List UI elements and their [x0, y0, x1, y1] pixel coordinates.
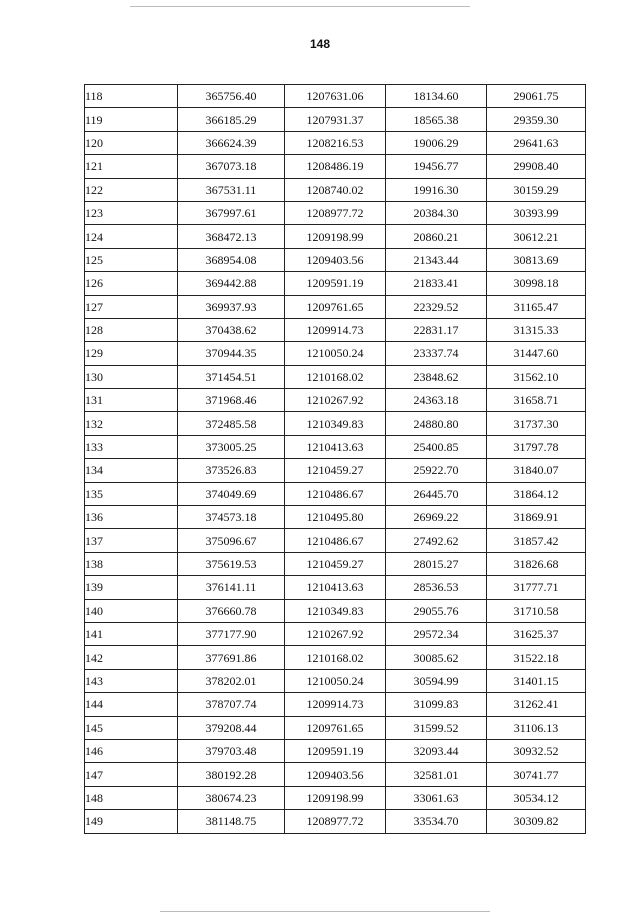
value-cell-col3: 19916.30: [386, 178, 487, 201]
value-cell-col3: 25922.70: [386, 459, 487, 482]
value-cell-col1: 369442.88: [178, 272, 285, 295]
table-row: [85, 295, 586, 318]
value-cell-col2: 1209761.65: [285, 295, 386, 318]
value-cell-col3: 19456.77: [386, 155, 487, 178]
value-cell-col4: 31522.18: [487, 646, 586, 669]
value-cell-col1: 366624.39: [178, 131, 285, 154]
row-number-cell: 120: [85, 131, 178, 154]
value-cell-col1: 380192.28: [178, 763, 285, 786]
row-number-cell: 128: [85, 318, 178, 341]
value-cell-col3: 18565.38: [386, 108, 487, 131]
row-number-cell: 122: [85, 178, 178, 201]
value-cell-col4: 29641.63: [487, 131, 586, 154]
value-cell-col3: 24880.80: [386, 412, 487, 435]
value-cell-col4: 31401.15: [487, 669, 586, 692]
row-number-cell: 140: [85, 599, 178, 622]
value-cell-col3: 30594.99: [386, 669, 487, 692]
row-number-cell: 131: [85, 389, 178, 412]
value-cell-col3: 21833.41: [386, 272, 487, 295]
row-number-cell: 145: [85, 716, 178, 739]
table-row: [85, 786, 586, 809]
value-cell-col4: 31625.37: [487, 622, 586, 645]
value-cell-col1: 379703.48: [178, 739, 285, 762]
value-cell-col4: 29908.40: [487, 155, 586, 178]
top-scan-rule: [130, 6, 470, 7]
row-number-cell: 126: [85, 272, 178, 295]
table-row: [85, 318, 586, 341]
value-cell-col2: 1209198.99: [285, 786, 386, 809]
value-cell-col1: 378202.01: [178, 669, 285, 692]
value-cell-col4: 30159.29: [487, 178, 586, 201]
table-row: [85, 716, 586, 739]
value-cell-col3: 33534.70: [386, 810, 487, 833]
value-cell-col4: 30741.77: [487, 763, 586, 786]
value-cell-col3: 20860.21: [386, 225, 487, 248]
value-cell-col4: 31562.10: [487, 365, 586, 388]
row-number-cell: 127: [85, 295, 178, 318]
value-cell-col3: 27492.62: [386, 529, 487, 552]
table-row: [85, 739, 586, 762]
value-cell-col4: 30534.12: [487, 786, 586, 809]
value-cell-col4: 31315.33: [487, 318, 586, 341]
table-row: [85, 435, 586, 458]
value-cell-col1: 379208.44: [178, 716, 285, 739]
value-cell-col3: 24363.18: [386, 389, 487, 412]
value-cell-col1: 370438.62: [178, 318, 285, 341]
table-row: [85, 201, 586, 224]
table-row: [85, 85, 586, 108]
value-cell-col1: 374049.69: [178, 482, 285, 505]
row-number-cell: 134: [85, 459, 178, 482]
value-cell-col3: 31099.83: [386, 693, 487, 716]
value-cell-col2: 1210495.80: [285, 506, 386, 529]
value-cell-col2: 1210459.27: [285, 552, 386, 575]
value-cell-col3: 29055.76: [386, 599, 487, 622]
table-row: [85, 810, 586, 833]
value-cell-col4: 31165.47: [487, 295, 586, 318]
value-cell-col2: 1210267.92: [285, 389, 386, 412]
value-cell-col4: 31826.68: [487, 552, 586, 575]
row-number-cell: 124: [85, 225, 178, 248]
table-row: [85, 482, 586, 505]
value-cell-col3: 26445.70: [386, 482, 487, 505]
value-cell-col1: 373526.83: [178, 459, 285, 482]
value-cell-col1: 377177.90: [178, 622, 285, 645]
value-cell-col3: 32581.01: [386, 763, 487, 786]
value-cell-col2: 1209591.19: [285, 272, 386, 295]
value-cell-col1: 375619.53: [178, 552, 285, 575]
row-number-cell: 121: [85, 155, 178, 178]
row-number-cell: 136: [85, 506, 178, 529]
row-number-cell: 137: [85, 529, 178, 552]
table-row: [85, 365, 586, 388]
value-cell-col2: 1207931.37: [285, 108, 386, 131]
table-row: [85, 178, 586, 201]
table-row: [85, 599, 586, 622]
row-number-cell: 119: [85, 108, 178, 131]
value-cell-col4: 31797.78: [487, 435, 586, 458]
value-cell-col2: 1208486.19: [285, 155, 386, 178]
value-cell-col4: 31106.13: [487, 716, 586, 739]
row-number-cell: 148: [85, 786, 178, 809]
value-cell-col2: 1209198.99: [285, 225, 386, 248]
value-cell-col1: 378707.74: [178, 693, 285, 716]
value-cell-col2: 1210413.63: [285, 576, 386, 599]
row-number-cell: 129: [85, 342, 178, 365]
value-cell-col2: 1208977.72: [285, 201, 386, 224]
value-cell-col3: 18134.60: [386, 85, 487, 108]
value-cell-col4: 31857.42: [487, 529, 586, 552]
value-cell-col2: 1209914.73: [285, 693, 386, 716]
value-cell-col1: 376660.78: [178, 599, 285, 622]
value-cell-col1: 377691.86: [178, 646, 285, 669]
value-cell-col4: 31710.58: [487, 599, 586, 622]
row-number-cell: 141: [85, 622, 178, 645]
bottom-scan-rule: [160, 911, 490, 912]
value-cell-col2: 1210486.67: [285, 529, 386, 552]
value-cell-col1: 380674.23: [178, 786, 285, 809]
table-row: [85, 108, 586, 131]
value-cell-col1: 375096.67: [178, 529, 285, 552]
table-row: [85, 693, 586, 716]
value-cell-col3: 26969.22: [386, 506, 487, 529]
value-cell-col2: 1210413.63: [285, 435, 386, 458]
value-cell-col2: 1207631.06: [285, 85, 386, 108]
value-cell-col4: 31864.12: [487, 482, 586, 505]
value-cell-col2: 1210459.27: [285, 459, 386, 482]
value-cell-col2: 1209591.19: [285, 739, 386, 762]
row-number-cell: 135: [85, 482, 178, 505]
value-cell-col4: 29061.75: [487, 85, 586, 108]
value-cell-col4: 30998.18: [487, 272, 586, 295]
value-cell-col3: 32093.44: [386, 739, 487, 762]
table-row: [85, 529, 586, 552]
value-cell-col1: 371454.51: [178, 365, 285, 388]
value-cell-col4: 30612.21: [487, 225, 586, 248]
value-cell-col4: 31262.41: [487, 693, 586, 716]
table-row: [85, 622, 586, 645]
row-number-cell: 118: [85, 85, 178, 108]
value-cell-col3: 29572.34: [386, 622, 487, 645]
value-cell-col4: 31447.60: [487, 342, 586, 365]
value-cell-col4: 31869.91: [487, 506, 586, 529]
value-cell-col4: 31737.30: [487, 412, 586, 435]
value-cell-col3: 23848.62: [386, 365, 487, 388]
table-row: [85, 131, 586, 154]
table-row: [85, 389, 586, 412]
value-cell-col3: 25400.85: [386, 435, 487, 458]
row-number-cell: 133: [85, 435, 178, 458]
value-cell-col2: 1209403.56: [285, 248, 386, 271]
value-cell-col1: 367531.11: [178, 178, 285, 201]
table-row: [85, 272, 586, 295]
row-number-cell: 143: [85, 669, 178, 692]
value-cell-col1: 367997.61: [178, 201, 285, 224]
value-cell-col3: 33061.63: [386, 786, 487, 809]
value-cell-col2: 1210349.83: [285, 412, 386, 435]
value-cell-col2: 1209914.73: [285, 318, 386, 341]
value-cell-col1: 367073.18: [178, 155, 285, 178]
value-cell-col4: 31777.71: [487, 576, 586, 599]
value-cell-col2: 1208216.53: [285, 131, 386, 154]
value-cell-col4: 30393.99: [487, 201, 586, 224]
table-row: [85, 763, 586, 786]
row-number-cell: 144: [85, 693, 178, 716]
value-cell-col2: 1210349.83: [285, 599, 386, 622]
value-cell-col1: 381148.75: [178, 810, 285, 833]
row-number-cell: 130: [85, 365, 178, 388]
value-cell-col1: 365756.40: [178, 85, 285, 108]
coordinates-table: [84, 84, 586, 834]
value-cell-col1: 374573.18: [178, 506, 285, 529]
value-cell-col2: 1210486.67: [285, 482, 386, 505]
table-row: [85, 412, 586, 435]
table-row: [85, 669, 586, 692]
value-cell-col2: 1210050.24: [285, 342, 386, 365]
row-number-cell: 139: [85, 576, 178, 599]
value-cell-col2: 1208977.72: [285, 810, 386, 833]
value-cell-col3: 21343.44: [386, 248, 487, 271]
page-number: 148: [309, 37, 331, 51]
value-cell-col2: 1208740.02: [285, 178, 386, 201]
value-cell-col1: 366185.29: [178, 108, 285, 131]
row-number-cell: 142: [85, 646, 178, 669]
value-cell-col4: 31658.71: [487, 389, 586, 412]
value-cell-col3: 19006.29: [386, 131, 487, 154]
row-number-cell: 138: [85, 552, 178, 575]
value-cell-col4: 31840.07: [487, 459, 586, 482]
value-cell-col4: 30813.69: [487, 248, 586, 271]
value-cell-col4: 30932.52: [487, 739, 586, 762]
value-cell-col1: 368472.13: [178, 225, 285, 248]
value-cell-col4: 30309.82: [487, 810, 586, 833]
value-cell-col3: 31599.52: [386, 716, 487, 739]
value-cell-col3: 23337.74: [386, 342, 487, 365]
value-cell-col1: 368954.08: [178, 248, 285, 271]
value-cell-col3: 20384.30: [386, 201, 487, 224]
row-number-cell: 132: [85, 412, 178, 435]
table-row: [85, 248, 586, 271]
value-cell-col1: 373005.25: [178, 435, 285, 458]
value-cell-col2: 1209761.65: [285, 716, 386, 739]
table-row: [85, 646, 586, 669]
table-row: [85, 225, 586, 248]
value-cell-col3: 30085.62: [386, 646, 487, 669]
table-row: [85, 576, 586, 599]
row-number-cell: 147: [85, 763, 178, 786]
value-cell-col1: 370944.35: [178, 342, 285, 365]
value-cell-col4: 29359.30: [487, 108, 586, 131]
value-cell-col2: 1210267.92: [285, 622, 386, 645]
value-cell-col3: 28536.53: [386, 576, 487, 599]
value-cell-col1: 376141.11: [178, 576, 285, 599]
value-cell-col2: 1209403.56: [285, 763, 386, 786]
value-cell-col3: 22329.52: [386, 295, 487, 318]
value-cell-col3: 28015.27: [386, 552, 487, 575]
row-number-cell: 149: [85, 810, 178, 833]
value-cell-col2: 1210168.02: [285, 365, 386, 388]
value-cell-col1: 372485.58: [178, 412, 285, 435]
row-number-cell: 123: [85, 201, 178, 224]
value-cell-col2: 1210168.02: [285, 646, 386, 669]
table-row: [85, 506, 586, 529]
value-cell-col1: 371968.46: [178, 389, 285, 412]
value-cell-col3: 22831.17: [386, 318, 487, 341]
row-number-cell: 125: [85, 248, 178, 271]
table-row: [85, 459, 586, 482]
value-cell-col2: 1210050.24: [285, 669, 386, 692]
row-number-cell: 146: [85, 739, 178, 762]
table-body: [85, 85, 586, 834]
table-row: [85, 155, 586, 178]
value-cell-col1: 369937.93: [178, 295, 285, 318]
table-row: [85, 342, 586, 365]
table-row: [85, 552, 586, 575]
